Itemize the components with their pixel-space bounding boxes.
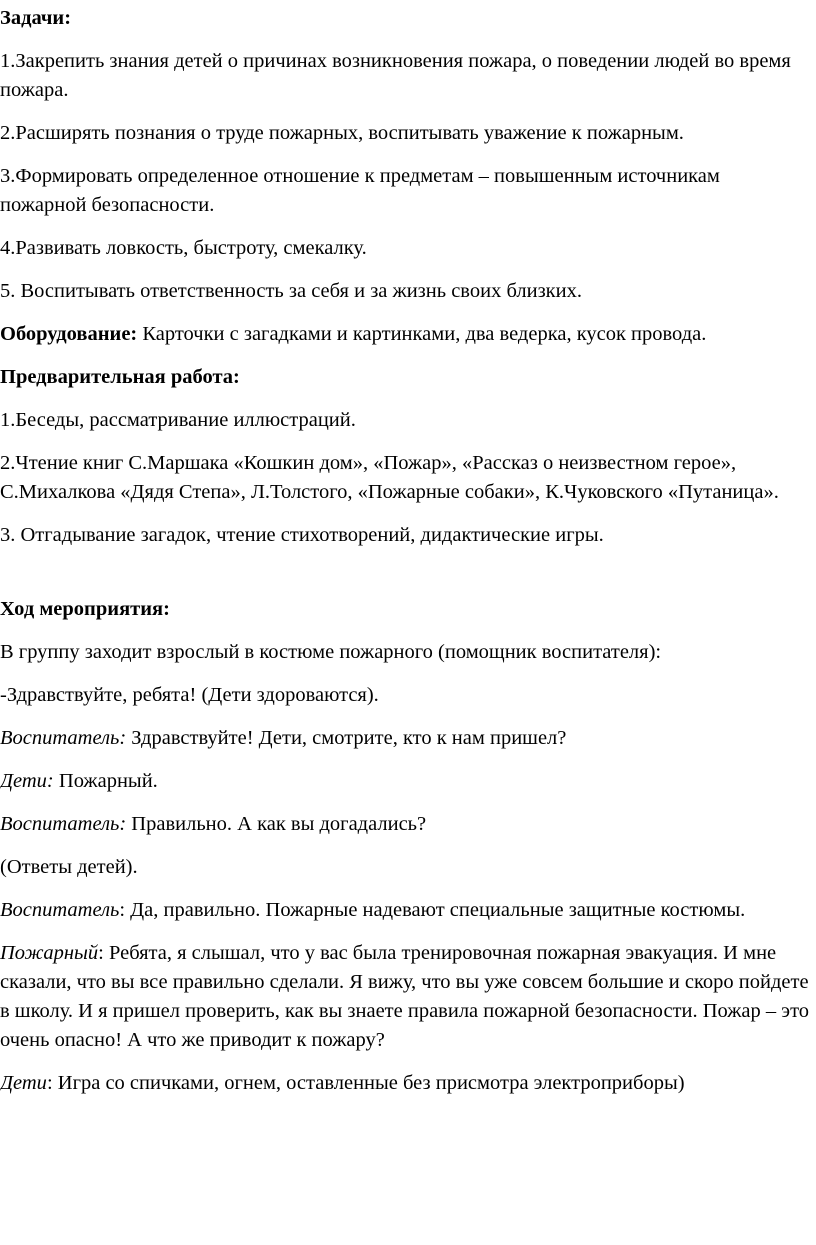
preliminary-item: 2.Чтение книг С.Маршака «Кошкин дом», «Пожар», «Рассказ о неизвестном герое», С.Михалкова «Дядя Степа», Л.Толстого, «Пожарные собаки», К.Чуковского «Путаница». [0,452,779,503]
dialogue-line [0,810,810,839]
speech-text: Здравствуйте! Дети, смотрите, кто к нам пришел? [126,727,567,749]
dialogue-line [0,896,810,925]
speaker-label: Пожарный [0,942,99,964]
task-item: 3.Формировать определенное отношение к предметам – повышенным источникам пожарной безопасности. [0,165,720,216]
task-item: 1.Закрепить знания детей о причинах возникновения пожара, о поведении людей во время пожара. [0,50,791,101]
speaker-label: Воспитатель: [0,813,127,835]
dialogue-line [0,724,810,753]
event-intro: В группу заходит взрослый в костюме пожарного (помощник воспитателя): [0,641,662,663]
speaker-label: Воспитатель: [0,727,127,749]
speech-text: : Да, правильно. Пожарные надевают специальные защитные костюмы. [119,899,746,921]
task-item: 2.Расширять познания о труде пожарных, воспитывать уважение к пожарным. [0,122,684,144]
tasks-heading: Задачи: [0,7,72,29]
preliminary-item: 1.Беседы, рассматривание иллюстраций. [0,409,356,431]
speaker-label: Воспитатель [0,899,120,921]
preliminary-heading: Предварительная работа: [0,366,240,388]
speech-text: Правильно. А как вы догадались? [126,813,427,835]
speech-text: : Игра со спичками, огнем, оставленные без присмотра электроприборы) [46,1072,685,1094]
speech-text: : Ребята, я слышал, что у вас была тренировочная пожарная эвакуация. И мне сказали, что вы все правильно сделали. Я вижу, что вы уже совсем большие и скоро пойдете в школу. И я пришел проверить, как вы знаете правила пожарной безопасности. Пожар – это очень опасно! А что же приводит к пожару? [0,942,810,1051]
equipment-label: Оборудование: [0,323,138,345]
dialogue-line [0,767,810,796]
preliminary-item: 3. Отгадывание загадок, чтение стихотворений, дидактические игры. [0,524,604,546]
task-item: 5. Воспитывать ответственность за себя и за жизнь своих близких. [0,280,582,302]
equipment-text: Карточки с загадками и картинками, два ведерка, кусок провода. [137,323,707,345]
children-answers: (Ответы детей). [0,856,138,878]
speaker-label: Дети [0,1072,47,1094]
equipment-paragraph [0,320,810,349]
dialogue-line [0,939,810,1055]
event-greeting: -Здравствуйте, ребята! (Дети здороваются). [0,684,379,706]
speech-text: Пожарный. [53,770,158,792]
dialogue-line [0,1069,810,1098]
task-item: 4.Развивать ловкость, быстроту, смекалку. [0,237,367,259]
speaker-label: Дети: [0,770,54,792]
event-heading: Ход мероприятия: [0,598,170,620]
